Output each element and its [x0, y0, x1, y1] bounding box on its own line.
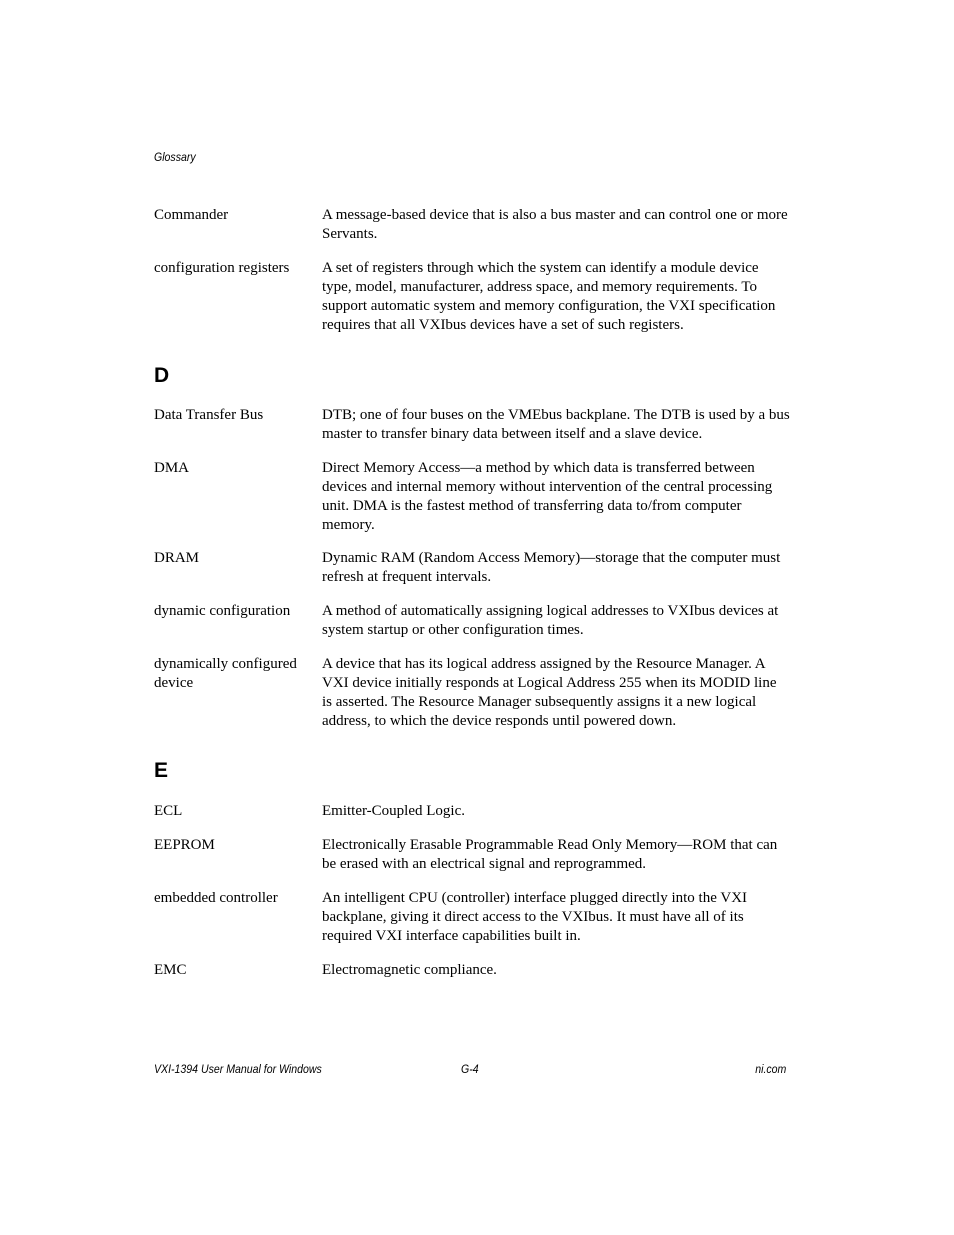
glossary-definition: Dynamic RAM (Random Access Memory)—storage that the computer must refresh at frequent intervals.	[322, 550, 781, 585]
glossary-definition: Electronically Erasable Programmable Read Only Memory—ROM that can be erased with an electrical signal and reprogrammed.	[322, 837, 778, 872]
glossary-term: EEPROM	[154, 837, 215, 853]
glossary-term: Commander	[154, 207, 229, 223]
glossary-definition: Emitter-Coupled Logic.	[322, 803, 465, 819]
glossary-term: DRAM	[154, 550, 200, 566]
glossary-term: EMC	[154, 962, 187, 978]
glossary-term: DMA	[154, 460, 190, 476]
glossary-definition: A method of automatically assigning logical addresses to VXIbus devices at system startup or other configuration times.	[322, 603, 779, 638]
footer-website-link[interactable]: ni.com	[754, 1062, 786, 1076]
glossary-definition: DTB; one of four buses on the VMEbus backplane. The DTB is used by a bus master to transfer binary data between itself and a slave device.	[322, 407, 790, 442]
glossary-definition: A device that has its logical address assigned by the Resource Manager. A VXI device initially responds at Logical Address 255 when its MODID line is asserted. The Resource Manager subsequently assigns it a new logical address, to which the device responds until powered down.	[322, 656, 777, 729]
glossary-definition: An intelligent CPU (controller) interface plugged directly into the VXI backplane, giving it direct access to the VXIbus. It must have all of its required VXI interface capabilities built in.	[322, 890, 748, 944]
glossary-term: ECL	[154, 803, 183, 819]
glossary-definition: Electromagnetic compliance.	[322, 962, 497, 978]
glossary-definition: A message-based device that is also a bus master and can control one or more Servants.	[322, 207, 788, 242]
glossary-term: dynamic configuration	[154, 603, 291, 619]
section-header: Glossary	[154, 150, 196, 164]
section-letter-e: E	[154, 759, 169, 782]
glossary-definition: A set of registers through which the system can identify a module device type, model, manufacturer, address space, and memory requirements. To support automatic system and memory configuration, the VXI specification requires that all VXIbus devices have a set of such registers.	[322, 260, 776, 333]
glossary-term: configuration registers	[154, 260, 290, 276]
glossary-definition: Direct Memory Access—a method by which data is transferred between devices and internal memory without intervention of the central processing unit. DMA is the fastest method of transferring data to/from computer memory.	[322, 460, 773, 533]
footer-page-number: G-4	[461, 1062, 479, 1076]
glossary-term: dynamically configured device	[154, 656, 297, 691]
section-letter-d: D	[154, 364, 170, 387]
glossary-term: embedded controller	[154, 890, 278, 906]
footer-manual-title: VXI-1394 User Manual for Windows	[154, 1062, 322, 1076]
glossary-term: Data Transfer Bus	[154, 407, 264, 423]
